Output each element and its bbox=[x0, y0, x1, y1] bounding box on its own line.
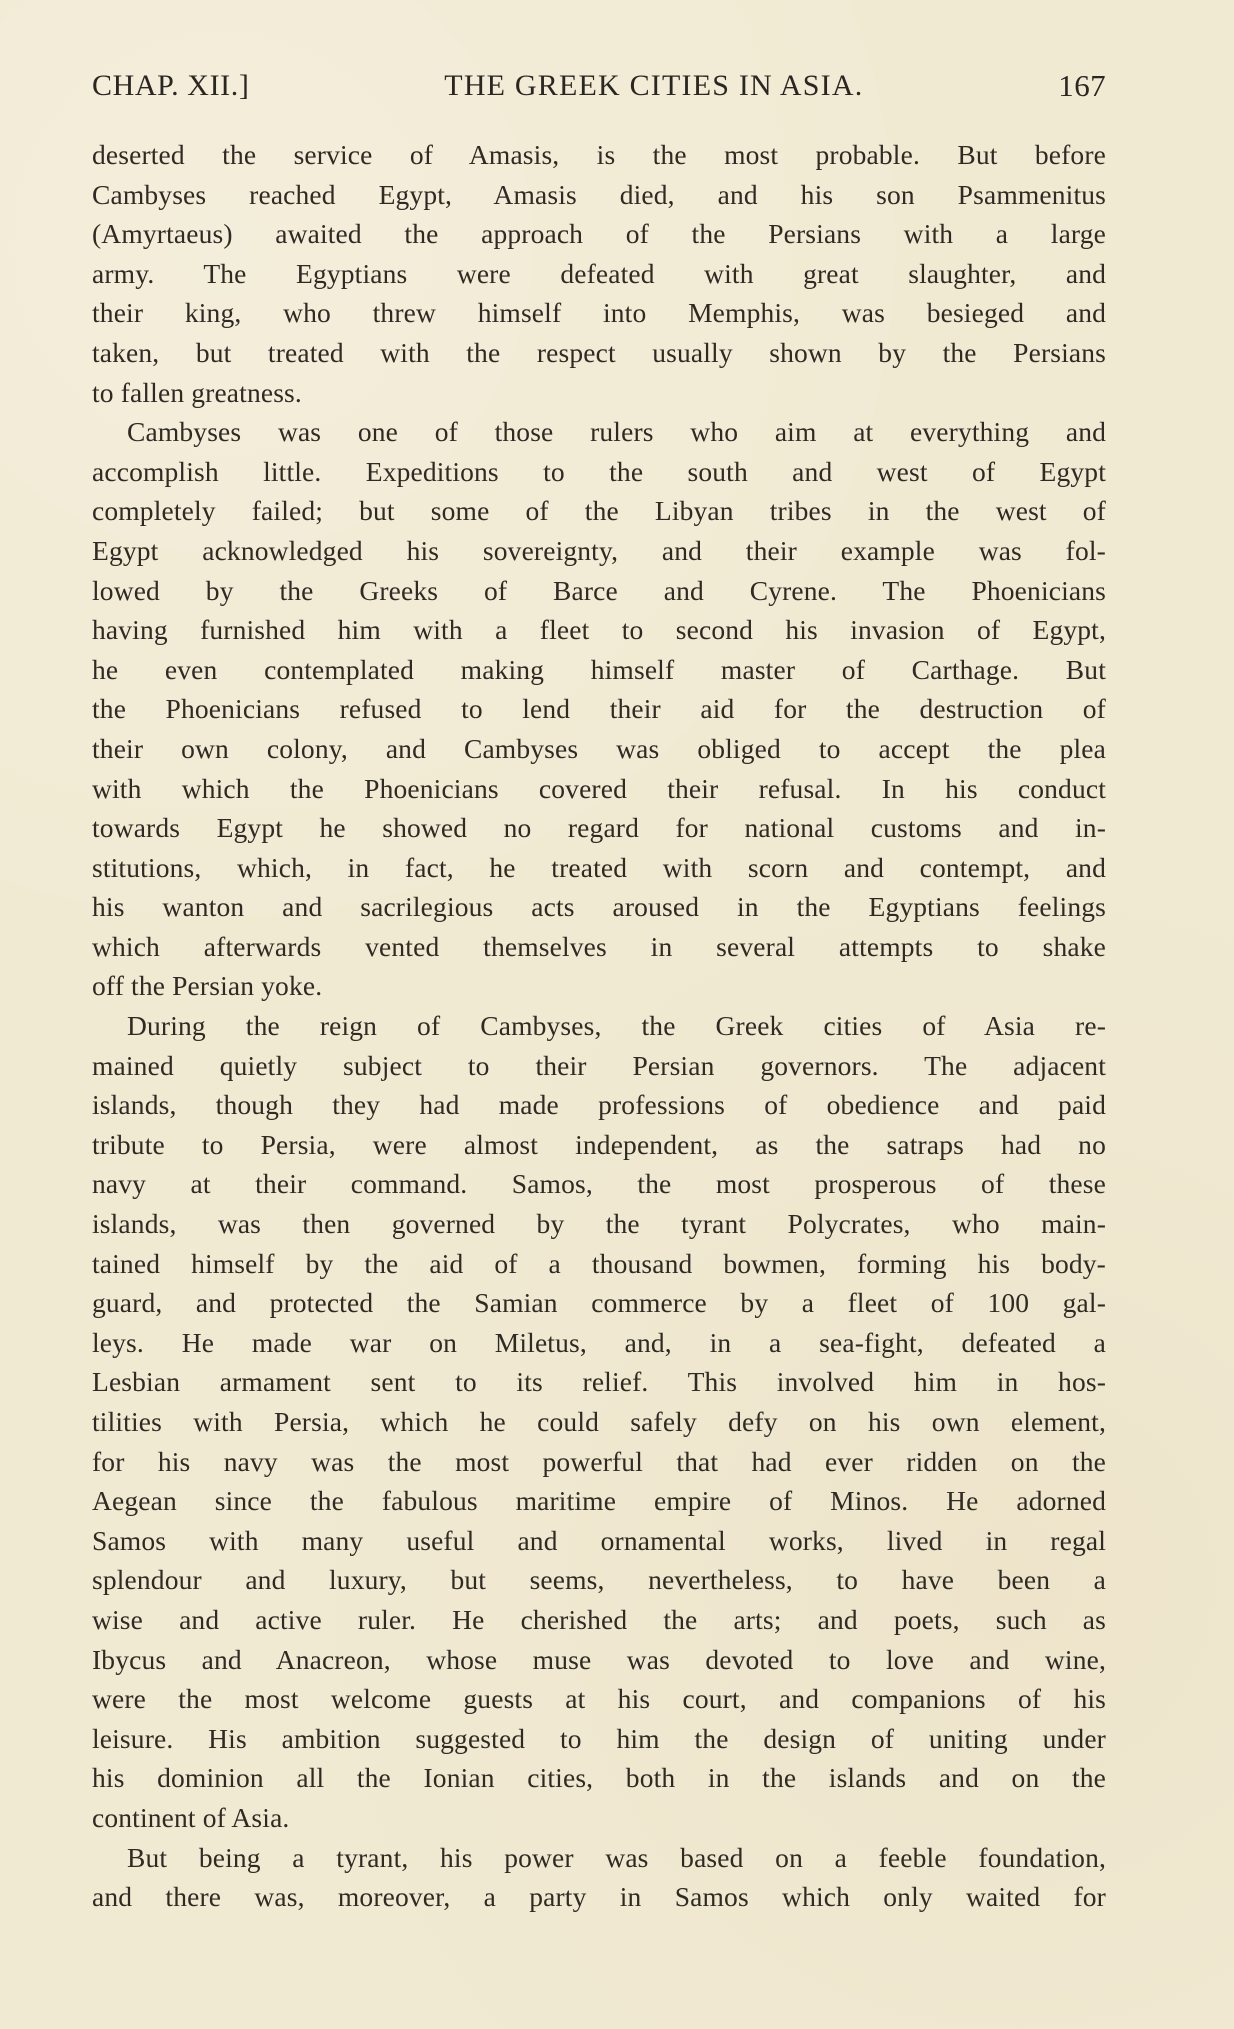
text-line: Samos with many useful and ornamental works, lived in regal bbox=[92, 1524, 1106, 1556]
text-line: continent of Asia. bbox=[92, 1801, 290, 1833]
text-line: Ibycus and Anacreon, whose muse was devoted to love and wine, bbox=[92, 1643, 1106, 1675]
page-number: 167 bbox=[1058, 68, 1106, 103]
body-text bbox=[92, 135, 1106, 1917]
text-line: leisure. His ambition suggested to him the design of uniting under bbox=[92, 1722, 1106, 1754]
text-line: and there was, moreover, a party in Samos which only waited for bbox=[92, 1881, 1106, 1913]
text-line: accomplish little. Expeditions to the south and west of Egypt bbox=[92, 455, 1106, 487]
text-line: Cambyses was one of those rulers who aim at everything and bbox=[127, 416, 1106, 448]
text-line: navy at their command. Samos, the most prosperous of these bbox=[92, 1168, 1106, 1200]
text-line: deserted the service of Amasis, is the most probable. But before bbox=[92, 139, 1106, 170]
text-line: their king, who threw himself into Memphis, was besieged and bbox=[92, 297, 1106, 329]
text-line: leys. He made war on Miletus, and, in a sea-fight, defeated a bbox=[92, 1326, 1106, 1358]
text-line: islands, though they had made professions of obedience and paid bbox=[92, 1089, 1106, 1121]
text-line: their own colony, and Cambyses was obliged to accept the plea bbox=[92, 732, 1106, 764]
text-line: lowed by the Greeks of Barce and Cyrene. The Phoenicians bbox=[92, 574, 1106, 606]
text-line: stitutions, which, in fact, he treated with scorn and contempt, and bbox=[92, 851, 1106, 883]
text-line: Aegean since the fabulous maritime empire of Minos. He adorned bbox=[92, 1485, 1106, 1517]
text-line: army. The Egyptians were defeated with great slaughter, and bbox=[92, 257, 1106, 289]
text-line: mained quietly subject to their Persian governors. The adjacent bbox=[92, 1049, 1106, 1081]
text-line: wise and active ruler. He cherished the arts; and poets, such as bbox=[92, 1603, 1106, 1635]
text-line: taken, but treated with the respect usually shown by the Persians bbox=[92, 336, 1106, 368]
running-header bbox=[92, 65, 1106, 107]
chapter-reference: CHAP. XII.] bbox=[92, 69, 250, 102]
text-line: islands, was then governed by the tyrant Polycrates, who main- bbox=[92, 1208, 1106, 1240]
text-line: he even contemplated making himself master of Carthage. But bbox=[92, 653, 1106, 685]
text-line: During the reign of Cambyses, the Greek cities of Asia re- bbox=[127, 1010, 1106, 1042]
text-line: having furnished him with a fleet to second his invasion of Egypt, bbox=[92, 614, 1106, 646]
text-line: off the Persian yoke. bbox=[92, 970, 323, 1002]
text-line: to fallen greatness. bbox=[92, 376, 302, 408]
text-line: But being a tyrant, his power was based on a feeble foundation, bbox=[127, 1841, 1106, 1873]
text-line: tained himself by the aid of a thousand bowmen, forming his body- bbox=[92, 1247, 1106, 1279]
text-line: tribute to Persia, were almost independent, as the satraps had no bbox=[92, 1128, 1106, 1160]
text-line: towards Egypt he showed no regard for national customs and in- bbox=[92, 812, 1106, 844]
text-line: Lesbian armament sent to its relief. This involved him in hos- bbox=[92, 1366, 1106, 1398]
text-line: the Phoenicians refused to lend their aid for the destruction of bbox=[92, 693, 1106, 725]
text-line: (Amyrtaeus) awaited the approach of the Persians with a large bbox=[92, 218, 1106, 250]
text-line: were the most welcome guests at his court, and companions of his bbox=[92, 1683, 1106, 1715]
text-line: which afterwards vented themselves in several attempts to shake bbox=[92, 930, 1106, 962]
text-line: with which the Phoenicians covered their refusal. In his conduct bbox=[92, 772, 1106, 804]
text-line: guard, and protected the Samian commerce by a fleet of 100 gal- bbox=[92, 1287, 1106, 1319]
text-line: for his navy was the most powerful that had ever ridden on the bbox=[92, 1445, 1106, 1477]
text-line: Cambyses reached Egypt, Amasis died, and his son Psammenitus bbox=[92, 178, 1106, 210]
text-line: completely failed; but some of the Libyan tribes in the west of bbox=[92, 495, 1106, 527]
text-line: splendour and luxury, but seems, nevertheless, to have been a bbox=[92, 1564, 1106, 1596]
text-line: tilities with Persia, which he could safely defy on his own element, bbox=[92, 1406, 1106, 1437]
text-line: his wanton and sacrilegious acts aroused in the Egyptians feelings bbox=[92, 891, 1106, 923]
running-title: THE GREEK CITIES IN ASIA. bbox=[444, 69, 864, 102]
text-line: Egypt acknowledged his sovereignty, and their example was fol- bbox=[92, 534, 1106, 566]
text-line: his dominion all the Ionian cities, both in the islands and on the bbox=[92, 1762, 1106, 1794]
